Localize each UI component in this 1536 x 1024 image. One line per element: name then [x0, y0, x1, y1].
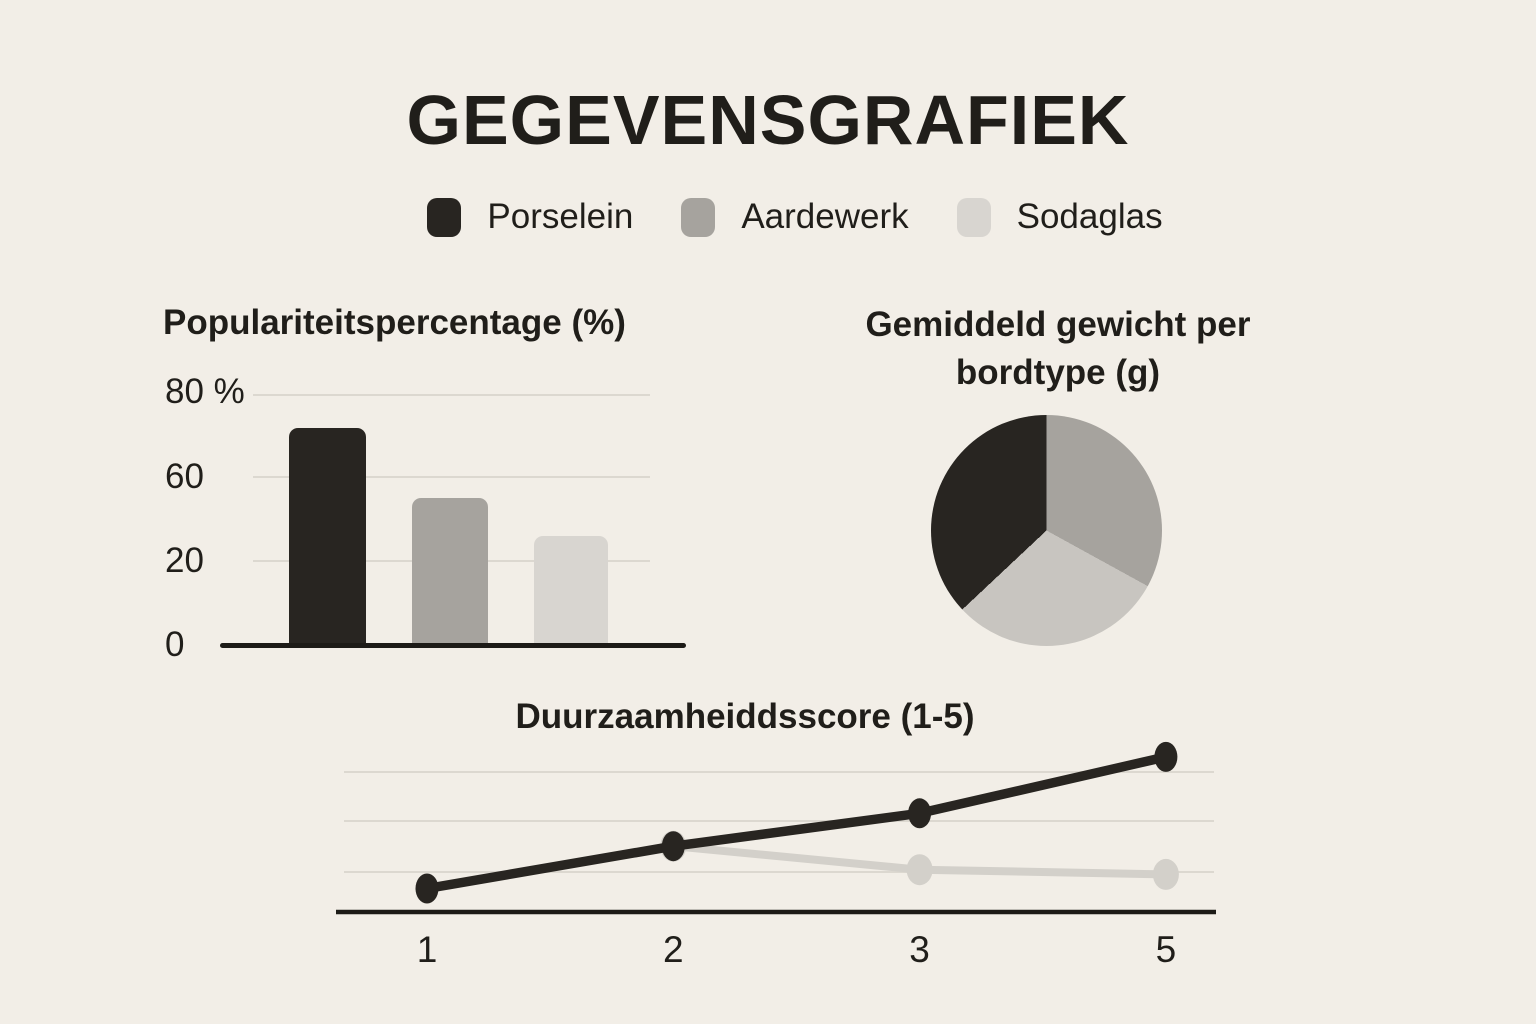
line-x-tick-label: 2	[663, 929, 684, 970]
series-point-porselein	[662, 831, 685, 861]
series-point-sodaglas	[1153, 859, 1179, 890]
bar-ytick-80: 80 %	[165, 372, 245, 411]
line-x-tick-label: 1	[416, 929, 438, 970]
legend-label-aardewerk: Aardewerk	[741, 197, 909, 236]
bar-ytick-60: 60	[165, 457, 204, 496]
series-point-porselein	[1154, 742, 1177, 772]
page-title: GEGEVENSGRAFIEK	[406, 81, 1130, 159]
line-x-tick-label: 5	[1155, 929, 1177, 970]
series-point-porselein	[908, 798, 931, 828]
series-point-sodaglas	[907, 854, 933, 885]
pie-title-line1: Gemiddeld gewicht per	[865, 305, 1251, 344]
bar-ytick-0: 0	[165, 625, 185, 664]
legend-label-porselein: Porselein	[487, 197, 634, 236]
line-x-tick-label: 3	[909, 929, 930, 970]
series-point-porselein	[416, 874, 439, 904]
pie-title-line2: bordtype (g)	[955, 353, 1161, 392]
bar-ytick-20: 20	[165, 541, 204, 580]
bar-chart-title: Populariteitspercentage (%)	[163, 303, 626, 342]
legend-label-sodaglas: Sodaglas	[1016, 197, 1163, 236]
line-chart-title: Duurzaamheiddsscore (1-5)	[515, 697, 975, 736]
